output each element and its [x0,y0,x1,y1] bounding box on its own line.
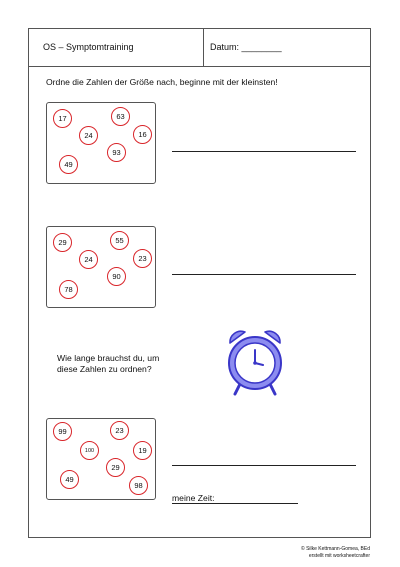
number-circle: 93 [107,143,126,162]
number-circle: 49 [59,155,78,174]
number-circle: 49 [60,470,79,489]
number-circle: 24 [79,126,98,145]
number-circle: 29 [106,458,125,477]
worksheet-title: OS – Symptomtraining [43,42,134,52]
number-circle: 55 [110,231,129,250]
header-column-divider [203,28,204,66]
number-circle: 16 [133,125,152,144]
copyright-footer [301,546,370,559]
timing-question-line-2: diese Zahlen zu ordnen? [57,364,152,374]
instruction: Ordne die Zahlen der Größe nach, beginne mit der kleinsten! [46,77,278,87]
date-label: Datum: [210,42,240,52]
number-circle: 23 [133,249,152,268]
number-circle: 100 [80,441,99,460]
number-box-1 [46,102,156,184]
number-circle: 23 [110,421,129,440]
header-divider [28,66,371,67]
date-field[interactable] [210,42,282,52]
copyright-line: © Silke Kettmann-Gomea, BEd [301,546,370,552]
number-circle: 78 [59,280,78,299]
number-box-3 [46,418,156,500]
number-circle: 29 [53,233,72,252]
number-circle: 99 [53,422,72,441]
answer-line-1[interactable] [172,151,356,152]
number-circle: 63 [111,107,130,126]
date-blank: ________ [241,42,282,52]
number-circle: 19 [133,441,152,460]
time-label: meine Zeit: [172,493,215,503]
answer-line-2[interactable] [172,274,356,275]
crafter-line: erstellt mit worksheetcrafter [308,552,370,559]
timing-question-line-1: Wie lange brauchst du, um [57,353,160,363]
number-circle: 17 [53,109,72,128]
answer-line-3[interactable] [172,465,356,466]
number-circle: 98 [129,476,148,495]
number-circle: 24 [79,250,98,269]
number-circle: 90 [107,267,126,286]
time-entry-line[interactable] [172,503,298,504]
number-box-2 [46,226,156,308]
timing-question [57,353,159,375]
alarm-clock-icon [226,328,284,398]
